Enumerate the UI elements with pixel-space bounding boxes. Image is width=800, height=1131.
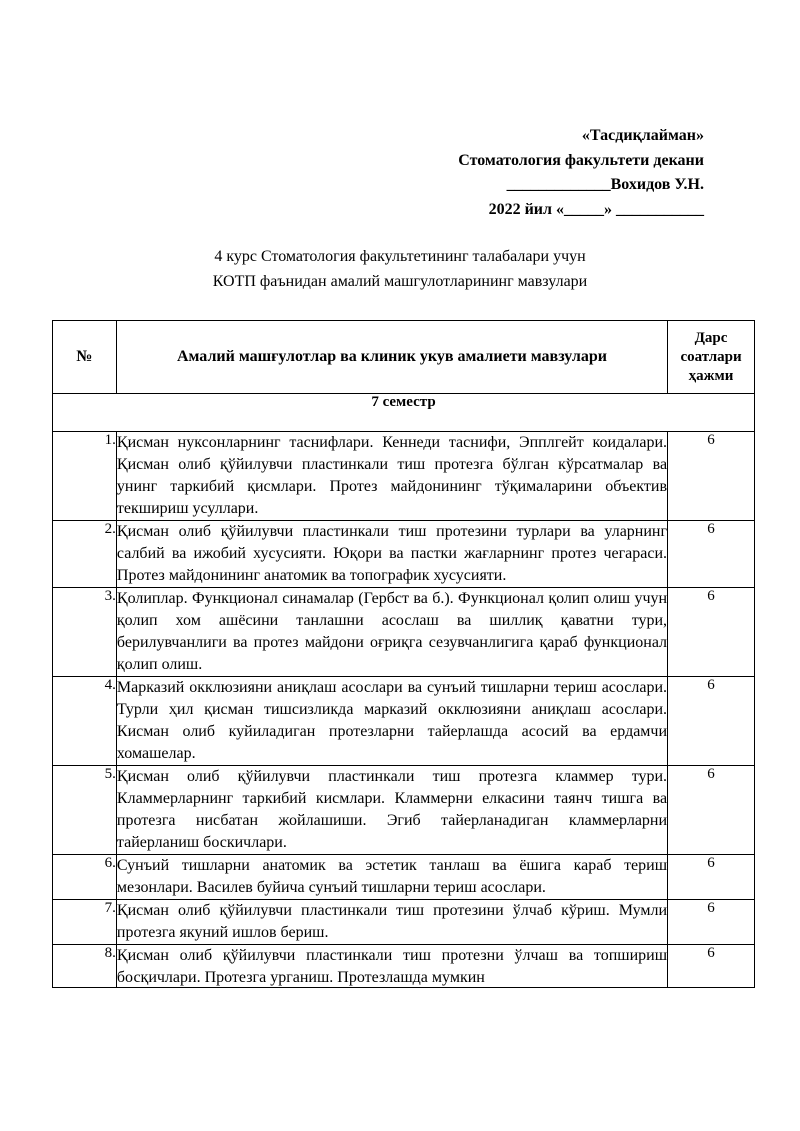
row-hours: 6 bbox=[668, 677, 755, 766]
semester-row bbox=[53, 394, 755, 432]
row-hours: 6 bbox=[668, 855, 755, 900]
header-hours-line-1: Дарс bbox=[694, 329, 728, 346]
row-topic: Қолиплар. Функционал синамалар (Гербст ва б.). Функционал қолип олиш учун қолип хом ашёсини танлашни асослаш ва шиллиқ қаватни тури, берилувчанлиги ва протез майдони оғриқга сезувчанлигига қараб функционал қолип олиш. bbox=[116, 588, 667, 677]
row-topic: Сунъий тишларни анатомик ва эстетик танлаш ва ёшига караб териш мезонлари. Василев буйича сунъий тишларни териш асослари. bbox=[116, 855, 667, 900]
row-number: 7. bbox=[53, 900, 117, 945]
semester-label: 7 семестр bbox=[53, 394, 755, 432]
table-row bbox=[53, 945, 755, 988]
table-row bbox=[53, 855, 755, 900]
table-header-row bbox=[53, 321, 755, 394]
approval-date: 2022 йил «_____» ___________ bbox=[488, 200, 704, 218]
row-hours: 6 bbox=[668, 588, 755, 677]
approval-position: Стоматология факультети декани bbox=[458, 151, 704, 169]
row-number: 8. bbox=[53, 945, 117, 988]
row-hours: 6 bbox=[668, 766, 755, 855]
row-topic: Қисман олиб қўйилувчи пластинкали тиш протезини турлари ва уларнинг салбий ва ижобий хусусияти. Юқори ва пастки жағларнинг протез чегараси. Протез майдонининг анатомик ва топографик хусусияти. bbox=[116, 521, 667, 588]
row-number: 5. bbox=[53, 766, 117, 855]
table-row bbox=[53, 588, 755, 677]
row-topic: Қисман олиб қўйилувчи пластинкали тиш протезга кламмер тури. Кламмерларнинг таркибий кисмлари. Кламмерни елкасини таянч тишга ва протезга нисбатан жойлашиши. Эгиб тайерланадиган кламмерларни тайерланиш боскичлари. bbox=[116, 766, 667, 855]
heading-line-2: КОТП фаънидан амалий машгулотларининг мавзулари bbox=[212, 273, 588, 290]
header-number: № bbox=[53, 321, 117, 394]
row-hours: 6 bbox=[668, 432, 755, 521]
row-number: 1. bbox=[53, 432, 117, 521]
approval-block bbox=[458, 124, 704, 222]
table-row bbox=[53, 900, 755, 945]
table-row bbox=[53, 766, 755, 855]
document-heading bbox=[0, 244, 800, 294]
table-row bbox=[53, 677, 755, 766]
row-topic: Қисман нуксонларнинг таснифлари. Кеннеди таснифи, Эпплгейт коидалари. Қисман олиб қўйилувчи пластинкали тиш протезга бўлган кўрсатмалар ва унинг таркибий қисмлари. Протез майдонининг тўқималарини объектив текшириш усуллари. bbox=[116, 432, 667, 521]
approval-signature: _____________Вохидов У.Н. bbox=[506, 176, 704, 193]
row-topic: Қисман олиб қўйилувчи пластинкали тиш протезни ўлчаш ва топшириш босқичлари. Протезга урганиш. Протезлашда мумкин bbox=[116, 947, 668, 986]
row-topic-truncated bbox=[117, 945, 667, 987]
header-topic: Амалий машғулотлар ва клиник укув амалиети мавзулари bbox=[116, 321, 667, 394]
row-hours: 6 bbox=[668, 900, 755, 945]
header-hours bbox=[668, 321, 755, 394]
approval-title: «Тасдиқлайман» bbox=[581, 127, 704, 144]
row-topic: Қисман олиб қўйилувчи пластинкали тиш протезини ўлчаб кўриш. Мумли протезга якуний ишлов бериш. bbox=[116, 900, 667, 945]
header-hours-line-2: соатлари bbox=[680, 348, 742, 365]
row-hours: 6 bbox=[668, 945, 755, 988]
row-number: 3. bbox=[53, 588, 117, 677]
table-row bbox=[53, 521, 755, 588]
row-hours: 6 bbox=[668, 521, 755, 588]
topics-table bbox=[52, 320, 755, 988]
header-hours-line-3: ҳажми bbox=[688, 367, 734, 384]
row-number: 6. bbox=[53, 855, 117, 900]
row-number: 2. bbox=[53, 521, 117, 588]
row-topic-cell bbox=[116, 945, 667, 988]
heading-line-1: 4 курс Стоматология факультетининг талабалари учун bbox=[214, 248, 586, 265]
table-row bbox=[53, 432, 755, 521]
row-number: 4. bbox=[53, 677, 117, 766]
row-topic: Марказий окклюзияни аниқлаш асослари ва сунъий тишларни териш асослари. Турли ҳил қисман тишсизликда марказий окклюзияни аниқлаш асослари. Кисман олиб куйиладиган протезларни тайерлашда асосий ва ердамчи хомашелар. bbox=[116, 677, 667, 766]
